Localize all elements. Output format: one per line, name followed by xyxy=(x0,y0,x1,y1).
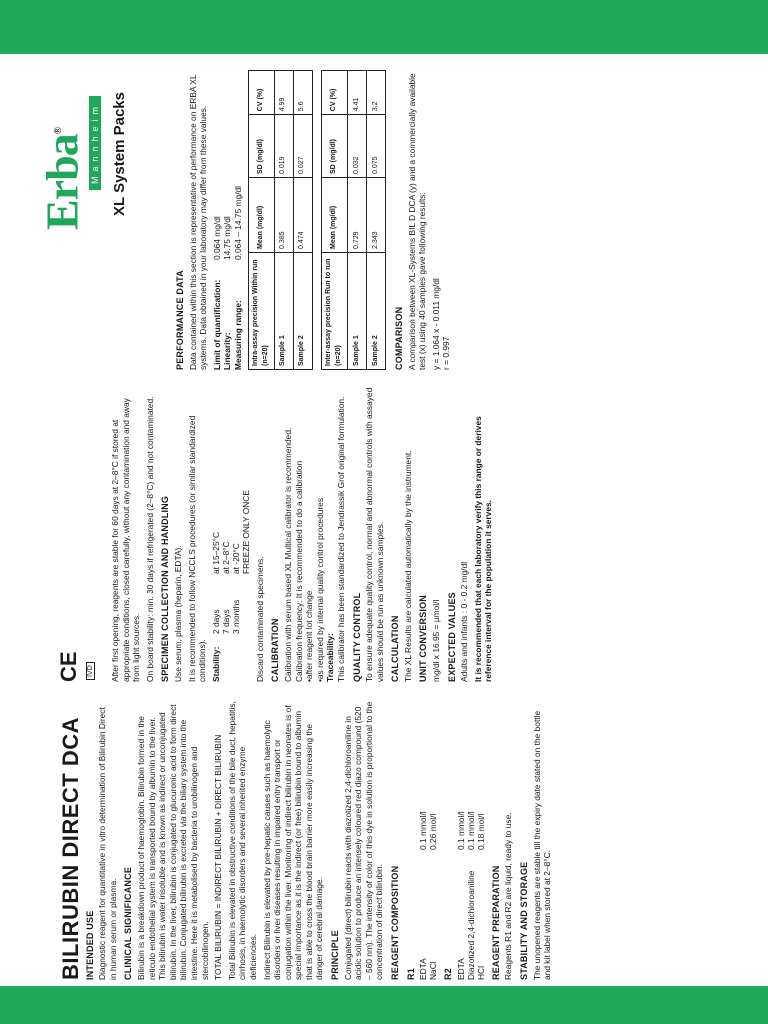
reagent-prep-heading: REAGENT PREPARATION xyxy=(490,865,501,980)
opening-stability: After first opening, reagents are stable for 60 days at 2–8°C if stored at appropriate conditions, closed carefully, without any contamination and away from light sources. xyxy=(110,398,142,682)
column-3 xyxy=(170,70,455,370)
column-2 xyxy=(110,387,497,682)
intra-assay-table xyxy=(248,70,313,370)
r2-name: EDTA xyxy=(455,958,466,980)
table-row xyxy=(321,71,347,370)
table-header: CV (%) xyxy=(248,71,274,115)
discard-note: Discard contaminated specimens. xyxy=(254,556,265,682)
unit-conversion-heading: UNIT CONVERSION xyxy=(418,594,429,682)
column-1 xyxy=(58,700,556,980)
table-cell: 3.2 xyxy=(366,71,385,115)
performance-text: Data contained within this section is representative of performance on ERBA XL systems. Data obtained in your laboratory may differ from these values. xyxy=(187,74,209,370)
reagent-composition-heading: REAGENT COMPOSITION xyxy=(390,865,401,980)
r2-amount: 0.1 mmol/l xyxy=(465,811,476,850)
r2-label: R2 xyxy=(443,968,454,980)
intended-use-text: Diagnostic reagent for quantitative in vitro determination of Bilirubin Direct in human serum or plasma. xyxy=(97,707,118,980)
table-row xyxy=(248,71,274,370)
perf-value: 14.75 mg/dl xyxy=(222,216,233,260)
traceability-label: Traceability: xyxy=(325,633,336,682)
clinical-p4: Indirect Bilirubin is elevated by pre-hepatic causes such as haemolytic disorders or liver diseases resulting in impaired entry transport or conjugation within the liver. Monitoring of indirect bilirubin in neonates is of special importance as it is the indirect (or free) bilirubin bound to albumin that is able to cross the blood brain barrier more easily increasing the danger of cerebral damage. xyxy=(261,705,325,980)
table-header: Mean (mg/dl) xyxy=(321,178,347,253)
top-green-band xyxy=(0,0,768,54)
perf-label: Linearity: xyxy=(222,332,233,370)
r2-list xyxy=(456,700,486,980)
principle-text: Conjugated (direct) bilirubin reacts with diazotized 2,4-dichloroaniline in acidic solution to produce an intensely coloured red diazo compound (520 – 560 nm). The intensity of color of this dye in solution is proportional to the concentration of direct bilirubin. xyxy=(342,701,385,980)
table-header: CV (%) xyxy=(321,71,347,115)
comparison-eq1: y = 1.064 x - 0.011 mg/dl xyxy=(430,278,441,370)
rotated-sheet xyxy=(30,70,730,1000)
clinical-p3: Total Bilirubin is elevated in obstructive conditions of the bile duct, hepatitis, cirrhosis, in haemolytic disorders and several inherited enzyme deficiencies. xyxy=(226,701,258,980)
perf-value: 0.064 mg/dl xyxy=(211,216,222,260)
table-header: Intra-assay precision Within run (n=20) xyxy=(248,253,274,370)
perf-label: Measuring range: xyxy=(232,300,243,370)
table-cell: 2.343 xyxy=(366,178,385,253)
qc-heading: QUALITY CONTROL xyxy=(351,592,362,682)
ce-mark-icon: CE xyxy=(56,651,81,682)
stability-temp: at 2–8°C xyxy=(220,541,231,574)
r1-name: EDTA xyxy=(418,958,429,980)
stability-temp: at 15–25°C xyxy=(210,532,221,574)
table-cell: 5.6 xyxy=(293,71,312,115)
stability-temp: at -20°C xyxy=(230,543,241,574)
onboard-stability: On board stability: min. 30 days if refrigerated (2–8°C) and not contaminated. xyxy=(144,396,155,682)
freeze-note: FREEZE ONLY ONCE xyxy=(240,490,251,574)
table-header: Inter-assay precision Run to run (n=20) xyxy=(321,253,347,370)
qc-text: To ensure adequate quality control, normal and abnormal controls with assayed values should be run as unknown samples. xyxy=(364,387,385,682)
expected-note: It is recommended that each laboratory verify this range or derives reference interval for the population it serves. xyxy=(472,416,494,682)
table-cell: 0.027 xyxy=(293,115,312,178)
r2-amount: 0.18 mol/l xyxy=(475,813,486,850)
table-cell: 4.41 xyxy=(347,71,366,115)
table-cell: 0.032 xyxy=(347,115,366,178)
r1-amount: 0.26 mol/l xyxy=(428,813,439,850)
traceability-text: This calibrator has been standardized to Jendrassik Grof original formulation. xyxy=(335,396,346,682)
table-cell: Sample 1 xyxy=(347,253,366,370)
performance-heading: PERFORMANCE DATA xyxy=(175,270,185,370)
expected-heading: EXPECTED VALUES xyxy=(446,592,457,682)
calibration-heading: CALIBRATION xyxy=(270,618,281,682)
specimen-p1: Use serum, plasma (heparin, EDTA). xyxy=(172,545,183,682)
table-header: SD (mg/dl) xyxy=(321,115,347,178)
expected-text: Adults and infants : 0 - 0.2 mg/dl xyxy=(459,561,470,682)
stability-text: The unopened reagents are stable till the expiry date stated on the bottle and kit label when stored at 2–8°C. xyxy=(531,710,553,980)
erba-logo-icon: Erba® xyxy=(36,127,88,230)
perf-label: Limit of quantification: xyxy=(211,279,222,370)
table-row xyxy=(274,71,293,370)
table-cell: Sample 2 xyxy=(366,253,385,370)
clinical-p2: TOTAL BILIRUBIN = INDIRECT BILIRUBIN + DIRECT BILIRUBIN xyxy=(213,734,224,980)
reagent-prep-text: Reagents R1 and R2 are liquid, ready to use. xyxy=(503,812,514,980)
r2-name: HCl xyxy=(475,966,486,980)
stability-label: Stability: xyxy=(210,646,221,682)
ivd-badge: IVD xyxy=(86,662,95,680)
table-row xyxy=(293,71,312,370)
table-cell: 0.474 xyxy=(293,178,312,253)
r2-amount: 0.1 mmol/l xyxy=(455,811,466,850)
comparison-text: A comparison between XL-Systems BIL D DCA (y) and a commercially available test (x) using 40 samples gave following results: xyxy=(406,73,428,370)
stability-time: 3 months xyxy=(230,599,241,634)
r1-label: R1 xyxy=(405,968,416,980)
calibration-b1: •after reagent lot change xyxy=(304,590,315,682)
r1-amount: 0.1 mmol/l xyxy=(418,811,429,850)
comparison-heading: COMPARISON xyxy=(393,306,404,370)
r1-name: NaCl xyxy=(428,961,439,980)
table-cell: 0.075 xyxy=(366,115,385,178)
stability-time: 7 days xyxy=(220,609,231,634)
page-title: BILIRUBIN DIRECT DCA xyxy=(58,717,83,980)
stability-heading: STABILITY AND STORAGE xyxy=(519,861,529,980)
performance-rows xyxy=(212,70,244,370)
clinical-p1: Bilirubin is a breakdown product of haemoglobin. Bilirubin formed in the reticulo endothelial system is transported bound by albumin to the liver. This bilirubin is water insoluble and is known as indirect or unconjugated bilirubin. In the liver, bilirubin is conjugated to glucuronic acid to form direct bilirubin. Conjugated bilirubin is excreted via the biliary system into the intestine. Here it is metabolised by bacteria to urobilinogen and stercobilinogen. xyxy=(135,704,210,980)
perf-value: 0.064 – 14.75 mg/dl xyxy=(232,185,243,260)
mannheim-bar: Mannheim xyxy=(89,96,101,190)
specimen-stability-grid xyxy=(211,387,251,682)
calculation-heading: CALCULATION xyxy=(390,615,401,682)
table-header: Mean (mg/dl) xyxy=(248,178,274,253)
erba-logo xyxy=(36,70,128,230)
comparison-eq2: r = 0.997 xyxy=(441,336,452,370)
table-cell: 0.385 xyxy=(274,178,293,253)
intended-use-heading: INTENDED USE xyxy=(84,910,95,980)
specimen-p2: It is recommended to follow NCCLS procedures (or similar standardized conditions). xyxy=(186,415,208,682)
unit-conversion-text: mg/dl x 16.95 = µmol/l xyxy=(431,599,442,682)
calculation-text: The XL Results are calculated automatically by the instrument. xyxy=(402,450,413,682)
table-cell: 0.729 xyxy=(347,178,366,253)
table-cell: Sample 1 xyxy=(274,253,293,370)
table-row xyxy=(366,71,385,370)
specimen-heading: SPECIMEN COLLECTION AND HANDLING xyxy=(160,495,171,682)
r1-list xyxy=(418,700,438,980)
inter-assay-table xyxy=(321,70,386,370)
table-cell: 0.019 xyxy=(274,115,293,178)
calibration-b2: •as required by internal quality control procedures xyxy=(314,497,325,682)
clinical-heading: CLINICAL SIGNIFICANCE xyxy=(123,866,134,980)
calibration-p2: Calibration frequency: It is recommended to do a calibration xyxy=(293,460,304,682)
calibration-p1: Calibration with serum based XL Multical calibrator is recommended. xyxy=(282,427,293,682)
table-header: SD (mg/dl) xyxy=(248,115,274,178)
table-cell: 4.99 xyxy=(274,71,293,115)
table-cell: Sample 2 xyxy=(293,253,312,370)
principle-heading: PRINCIPLE xyxy=(330,930,341,980)
r2-name: Diazotized 2,4-dichloroaniline xyxy=(465,870,476,980)
stability-time: 2 days xyxy=(210,609,221,634)
table-row xyxy=(347,71,366,370)
product-line-title: XL System Packs xyxy=(111,92,129,216)
